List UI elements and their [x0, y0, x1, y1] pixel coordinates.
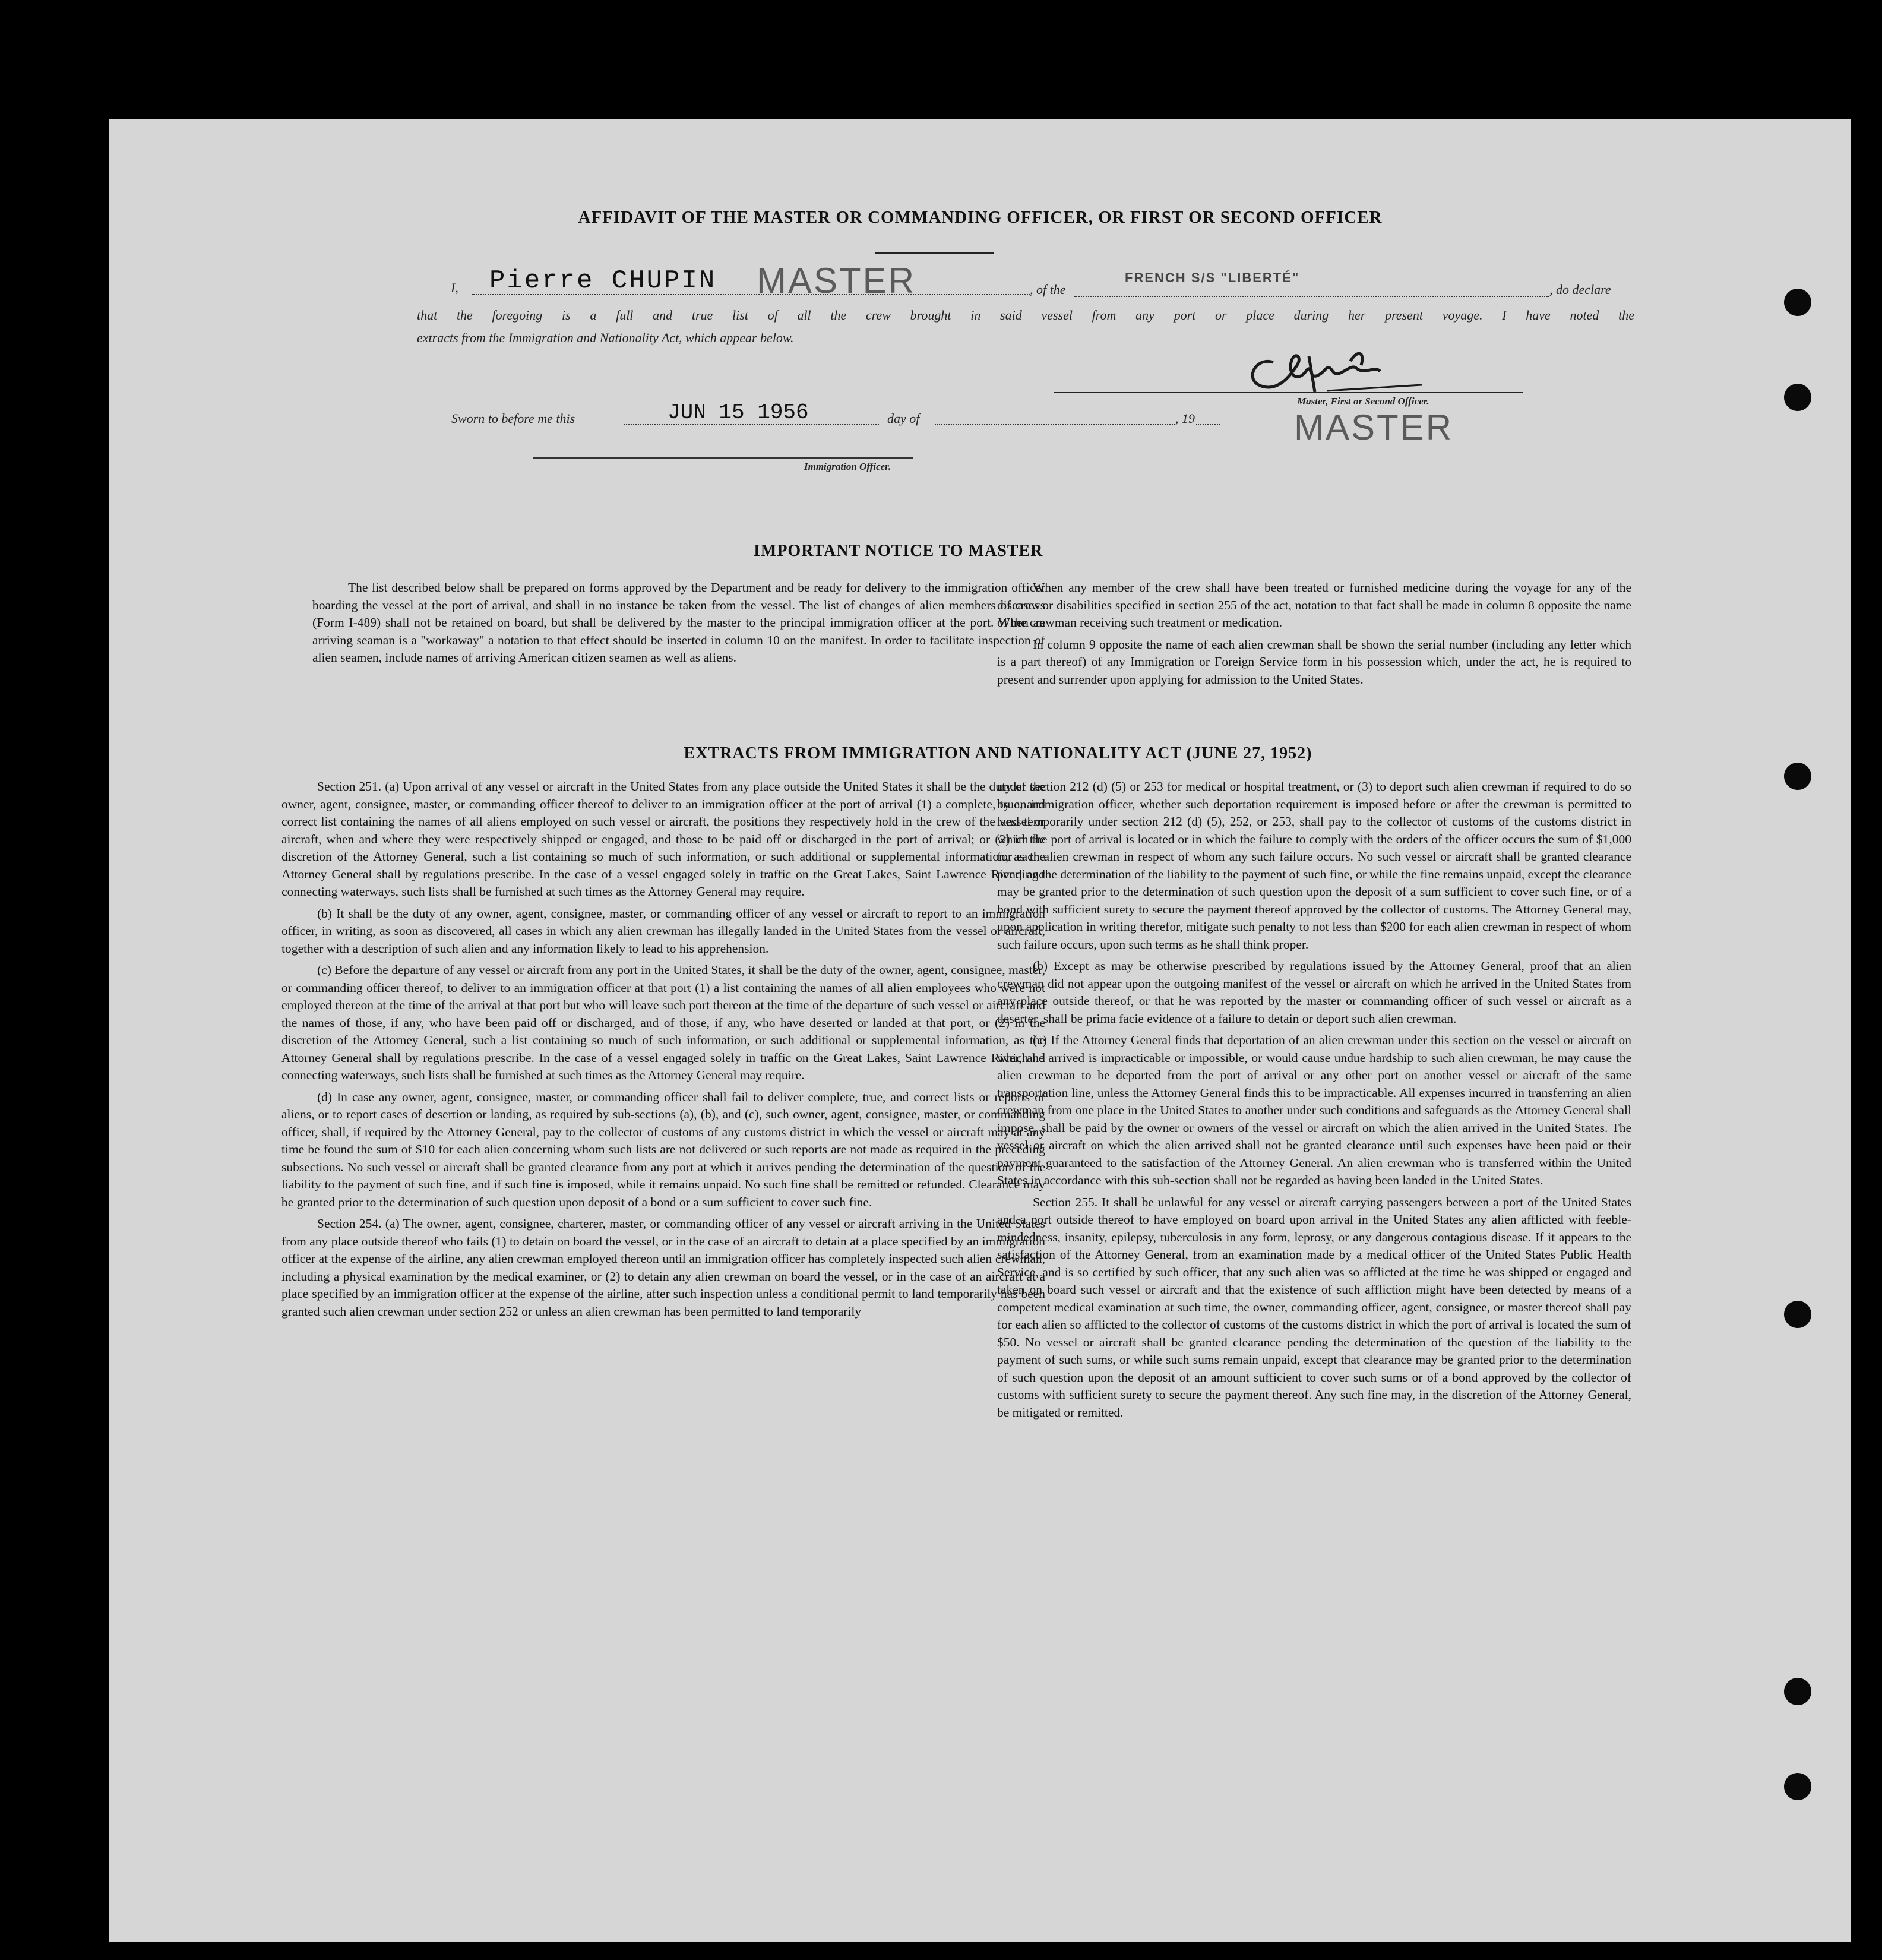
binder-hole: [1784, 1773, 1811, 1800]
section-255: Section 255. It shall be unlawful for any vessel or aircraft carrying passengers between a port of the United States and a port outside thereof to have employed on board upon arrival in the United States any alien afflicted with feeble-mindedness, insanity, epilepsy, tuberculosis in any form, leprosy, or any dangerous contagious disease. If it appears to the satisfaction of the Attorney General, from an examination made by a medical officer of the United States Public Health Service, and is so certified by such officer, that any such alien was so afflicted at the time he was shipped or engaged and taken on board such vessel or aircraft and that the existence of such affliction might have been detected by means of a competent medical examination at such time, the owner, commanding officer, agent, consignee, or master thereof shall pay for each alien so afflicted to the collector of customs of the customs district in which the port of arrival is located the sum of $50. No vessel or aircraft shall be granted clearance pending the determination of the question of the liability to the payment of such sums, or while such sums remain unpaid, except that clearance may be granted prior to the determination of such question upon the deposit of an amount sufficient to cover such sums or of a bond approved by the collector of customs with sufficient surety to secure the payment thereof. Any such fine may, in the discretion of the Attorney General, be mitigated or remitted.: [997, 1194, 1631, 1420]
title-rule: [875, 252, 994, 254]
section-251-c: (c) Before the departure of any vessel or aircraft from any port in the United States, it shall be the duty of the owner, agent, consignee, master, or commanding officer thereof, to deliver to an immigration officer at that port (1) a list containing the names of all alien employees who were not employed thereon at the time of the arrival at that port but who will leave such port thereon at the time of the departure of such vessel or aircraft and the names of those, if any, who have been paid off or discharged, and of those, if any, who have deserted or landed at that port, or (2) in the discretion of the Attorney General, such a list containing so much of such information, or such additional or supplemental information, as the Attorney General shall by regulations prescribe. In the case of a vessel engaged solely in traffic on the Great Lakes, Saint Lawrence River, and connecting waterways, such lists shall be furnished at such times as the Attorney General may require.: [281, 963, 1045, 1082]
signature-line: [1054, 392, 1523, 393]
section-251-d: (d) In case any owner, agent, consignee, master, or commanding officer shall fail to deliver complete, true, and correct lists or reports of aliens, or to report cases of desertion or landing, as required by sub-sections (a), (b), and (c), such owner, agent, consignee, master, or commanding officer, shall, if required by the Attorney General, pay to the collector of customs of any customs district in which the vessel or aircraft may at any time be found the sum of $10 for each alien concerning whom such lists are not delivered or such reports are not made as required in the preceding subsections. No such vessel or aircraft shall be granted clearance from any port at which it arrives pending the determination of the question of the liability to the payment of such fine, and if such fine is imposed, while it remains unpaid. No such fine shall be remitted or refunded. Clearance may be granted prior to the determination of such question upon deposit of a bond or a sum sufficient to cover such fine.: [281, 1089, 1045, 1209]
sworn-label: Sworn to before me this: [451, 411, 575, 426]
extracts-title: EXTRACTS FROM IMMIGRATION AND NATIONALITY ACT (JUNE 27, 1952): [684, 744, 1312, 763]
section-254-c: (c) If the Attorney General finds that deportation of an alien crewman under this section on the vessel or aircraft on which he arrived is impracticable or impossible, or would cause undue hardship to such alien crewman, he may cause the alien crewman to be deported from the port of arrival or any other port on another vessel or aircraft of the same transportation line, unless the Attorney General finds this to be impracticable. All expenses incurred in transferring an alien crewman from one place in the United States to another under such conditions and safeguards as the Attorney General shall impose, shall be paid by the owner or owners of the vessel or aircraft on which the alien arrived in the United States. The vessel or aircraft on which the alien arrived shall not be granted clearance until such expenses have been paid or their payment guaranteed to the satisfaction of the Attorney General. An alien crewman who is transferred within the United States in accordance with this sub-section shall not be regarded as having been landed in the United States.: [997, 1033, 1631, 1187]
master-name: Pierre CHUPIN: [489, 266, 717, 296]
notice-right-p1: When any member of the crew shall have been treated or furnished medicine during the voyage for any of the diseases or disabilities specified in section 255 of the act, notation to that fact shall be made in column 8 opposite the name of the crewman receiving such treatment or medication.: [997, 580, 1631, 630]
section-254-a-continued: under section 212 (d) (5) or 253 for medical or hospital treatment, or (3) to deport such alien crewman if required to do so by an immigration officer, whether such deportation requirement is imposed before or after the crewman is permitted to land temporarily under section 212 (d) (5), 252, or 253, shall pay to the collector of customs of the customs district in which the port of arrival is located or in which the failure to comply with the orders of the officer occurs the sum of $1,000 for each alien crewman in respect of whom any such failure occurs. No such vessel or aircraft shall be granted clearance pending the determination of the liability to the payment of such fine, or while the fine remains unpaid, except the clearance may be granted prior to the determination of such question upon the deposit of a sum sufficient to cover such fine, or of a bond with sufficient surety to secure the payment thereof approved by the collector of customs. The Attorney General may, upon application in writing therefor, mitigate such penalty to not less than $200 for each alien crewman in respect of whom such failure occurs, upon such terms as he shall think proper.: [997, 779, 1631, 951]
notice-right: [997, 579, 1631, 693]
officer-caption: Immigration Officer.: [804, 461, 891, 472]
declaration-line2: extracts from the Immigration and Nationality Act, which appear below.: [417, 330, 794, 345]
affidavit-title: AFFIDAVIT OF THE MASTER OR COMMANDING OFFICER, OR FIRST OR SECOND OFFICER: [578, 208, 1383, 227]
binder-hole: [1784, 384, 1811, 411]
officer-line: [533, 457, 913, 459]
binder-hole: [1784, 763, 1811, 790]
binder-hole: [1784, 1678, 1811, 1705]
section-254-b: (b) Except as may be otherwise prescribed by regulations issued by the Attorney General, proof that an alien crewman did not appear upon the outgoing manifest of the vessel or aircraft on which he arrived in the United States from any place outside thereof, or that he was reported by the master or commanding officer of such vessel or aircraft as a deserter, shall be prima facie evidence of a failure to detain or deport such alien crewman.: [997, 959, 1631, 1026]
day-of-label: day of: [887, 411, 920, 426]
notice-right-p2: In column 9 opposite the name of each alien crewman shall be shown the serial number (including any letter which is a part thereof) of any Immigration or Foreign Service form in his possession which, under the act, he is required to present and surrender upon applying for admission to the United States.: [997, 637, 1631, 687]
document-page: [109, 119, 1851, 1942]
signature-caption: Master, First or Second Officer.: [1297, 396, 1429, 407]
year-prefix: , 19: [1175, 411, 1195, 426]
month-line: [935, 424, 1175, 425]
notice-left-text: The list described below shall be prepared on forms approved by the Department and be ready for delivery to the immigration officer boarding the vessel at the port of arrival, and shall in no instance be taken from the vessel. The list of changes of alien members of crews (Form I-489) shall not be retained on board, but shall be delivered by the master to the principal immigration officer at the port. When an arriving seaman is a "workaway" a notation to that effect should be inserted in column 10 on the manifest. In order to facilitate inspection of alien seamen, include names of arriving American citizen seamen as well as aliens.: [312, 580, 1045, 665]
vessel-line: [1074, 296, 1549, 297]
binder-hole: [1784, 1301, 1811, 1328]
notice-title: IMPORTANT NOTICE TO MASTER: [754, 542, 1043, 560]
extracts-right-column: [997, 778, 1631, 1425]
section-251-b: (b) It shall be the duty of any owner, agent, consignee, master, or commanding officer of any vessel or aircraft to report to an immigration officer, in writing, as soon as discovered, all cases in which any alien crewman has illegally landed in the United States from the vessel or aircraft, together with a description of such alien and any information likely to lead to his apprehension.: [281, 906, 1045, 956]
master-stamp: MASTER: [757, 261, 916, 301]
declaration-line1: that the foregoing is a full and true list of all the crew brought in said vessel from any port or place during her present voyage. I have noted the: [417, 308, 1634, 323]
section-254-a: Section 254. (a) The owner, agent, consignee, charterer, master, or commanding officer of any vessel or aircraft arriving in the United States from any place outside thereof who fails (1) to detain on board the vessel, or in the case of an aircraft to detain at a place specified by an immigration officer at the expense of the airline, any alien crewman employed thereon until an immigration officer has completely inspected such alien crewman, including a physical examination by the medical examiner, or (2) to detain any alien crewman on board the vessel, or in the case of an aircraft at a place specified by an immigration officer at the expense of the airline, after such inspection unless a conditional permit to land temporarily has been granted such alien crewman under section 252 or unless an alien crewman has been permitted to land temporarily: [281, 1216, 1045, 1319]
binder-hole: [1784, 289, 1811, 316]
i-label: I,: [451, 280, 458, 295]
signature-stamp: MASTER: [1294, 407, 1454, 447]
section-251-a: Section 251. (a) Upon arrival of any vessel or aircraft in the United States from any place outside the United States it shall be the duty of the owner, agent, consignee, master, or commanding officer thereof to deliver to an immigration officer at the port of arrival (1) a complete, true, and correct list containing the names of all aliens employed on such vessel or aircraft, the positions they respectively hold in the crew of the vessel or aircraft, when and where they were respectively shipped or engaged, and those to be paid off or discharged in the port of arrival; or (2) in the discretion of the Attorney General, such a list containing so much of such information, or such additional or supplemental information, as the Attorney General shall by regulations prescribe. In the case of a vessel engaged solely in traffic on the Great Lakes, Saint Lawrence River, and connecting waterways, such lists shall be furnished at such times as the Attorney General may require.: [281, 779, 1045, 899]
sworn-date: JUN 15 1956: [668, 400, 809, 425]
signature: [1238, 339, 1428, 404]
notice-left: [312, 579, 1045, 671]
of-the-label: , of the: [1030, 282, 1066, 297]
year-line: [1196, 424, 1220, 425]
extracts-left-column: [281, 778, 1045, 1324]
vessel-name: FRENCH S/S "LIBERTÉ": [1125, 270, 1300, 285]
do-declare-label: , do declare: [1549, 282, 1611, 297]
